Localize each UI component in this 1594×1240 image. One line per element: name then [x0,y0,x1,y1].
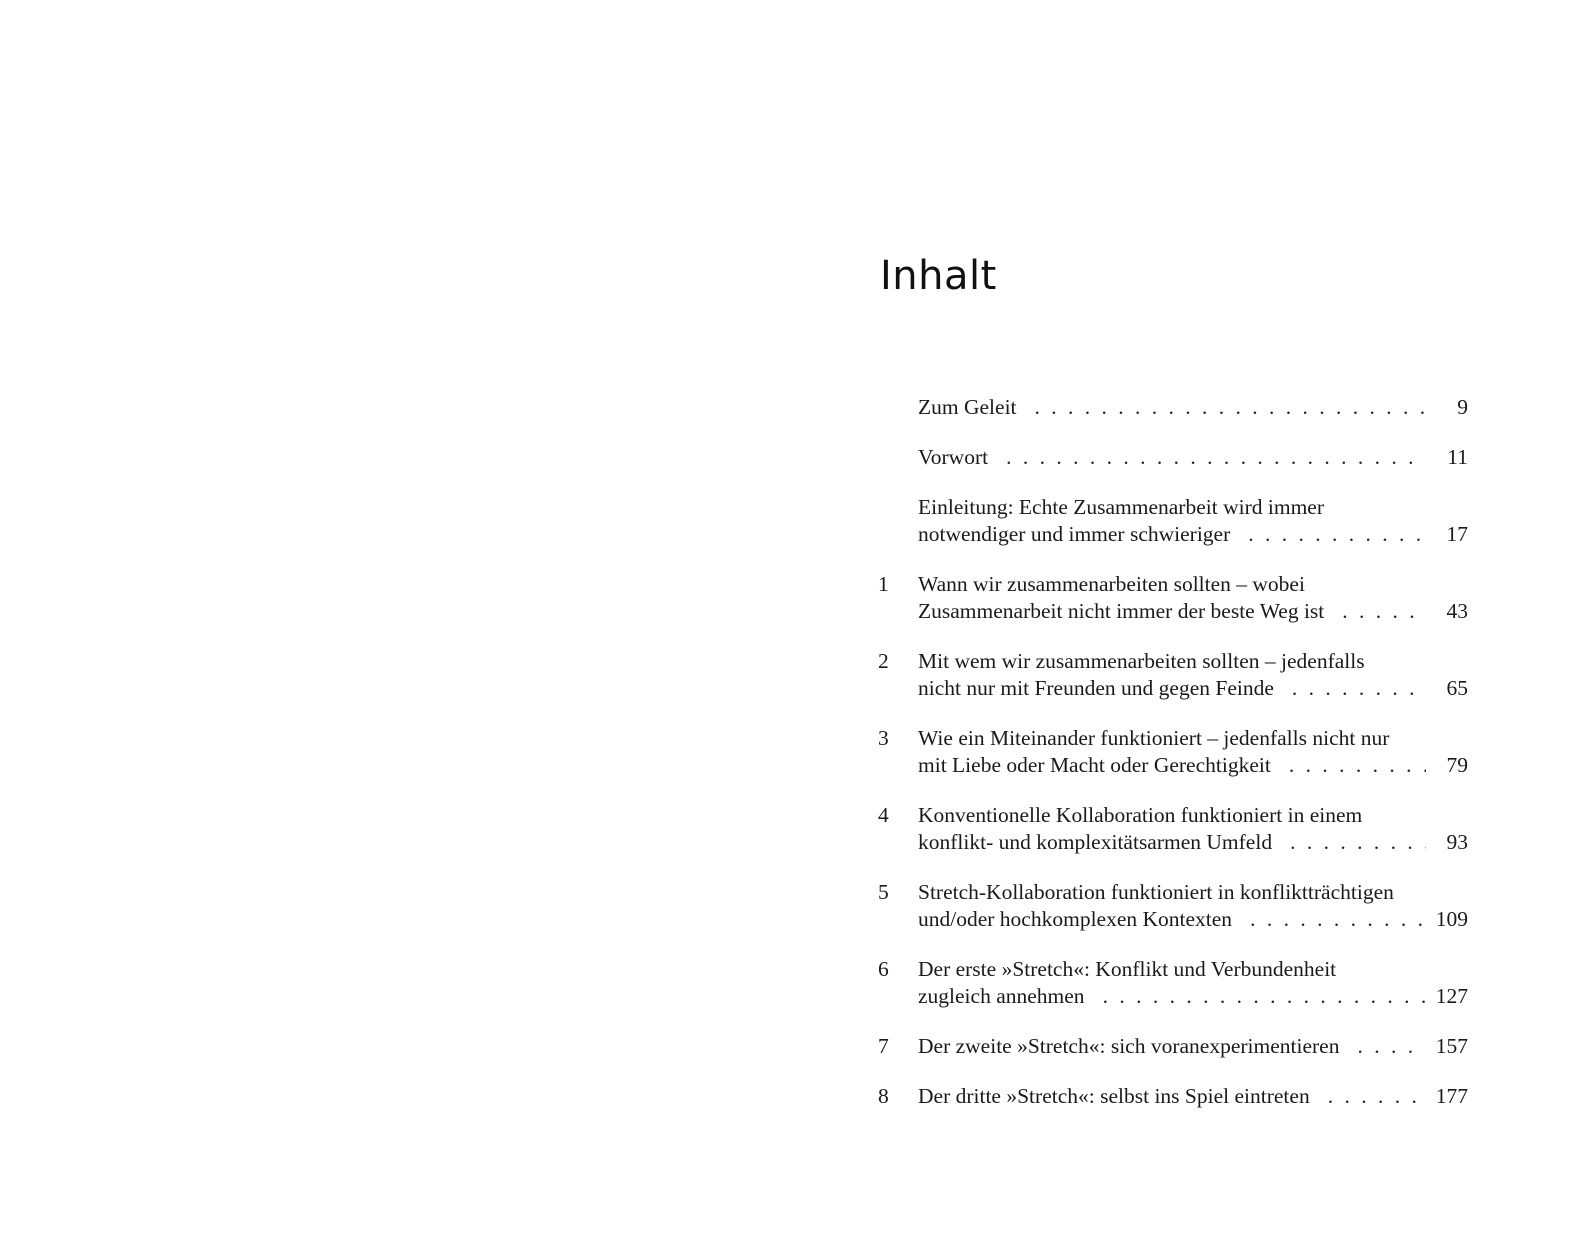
page-number: 109 [1435,907,1468,931]
toc-entry-body [918,956,1468,1010]
chapter-number: 7 [878,1034,889,1058]
chapter-number: 4 [878,803,889,827]
toc-entry-body [918,879,1468,933]
dot-leader [1290,829,1426,856]
chapter-title-line: Mit wem wir zusammenarbeiten sollten – jedenfalls [918,649,1365,673]
toc-entry-body [918,444,1468,471]
toc-entry-body [918,571,1468,625]
chapter-title-line: Der erste »Stretch«: Konflikt und Verbundenheit [918,957,1337,981]
toc-entry [878,956,1468,1010]
page-number: 79 [1446,753,1468,777]
toc-entry [878,648,1468,702]
toc-entry [878,802,1468,856]
page-title: Inhalt [880,253,997,299]
chapter-title-line: nicht nur mit Freunden und gegen Feinde [918,676,1274,700]
toc-entry [878,1033,1468,1060]
chapter-number: 1 [878,572,889,596]
chapter-number: 2 [878,649,889,673]
dot-leader [1103,983,1426,1010]
chapter-number: 6 [878,957,889,981]
chapter-title-line: Einleitung: Echte Zusammenarbeit wird immer [918,495,1324,519]
toc-entry [878,571,1468,625]
chapter-number: 8 [878,1084,889,1108]
dot-leader [1328,1083,1426,1110]
dot-leader [1357,1033,1426,1060]
chapter-title-line: Wann wir zusammenarbeiten sollten – wobei [918,572,1305,596]
dot-leader [1342,598,1426,625]
toc-entry [878,494,1468,548]
toc-entry-body [918,725,1468,779]
dot-leader [1292,675,1426,702]
table-of-contents [878,394,1468,1133]
dot-leader [1250,906,1426,933]
toc-entry [878,1083,1468,1110]
dot-leader [1289,752,1426,779]
toc-entry [878,725,1468,779]
page-number: 17 [1446,522,1468,546]
chapter-title-line: mit Liebe oder Macht oder Gerechtigkeit [918,753,1271,777]
dot-leader [1248,521,1426,548]
page-number: 9 [1457,395,1468,419]
chapter-title-line: Konventionelle Kollaboration funktioniert in einem [918,803,1363,827]
page-number: 43 [1446,599,1468,623]
page-number: 11 [1447,445,1468,469]
dot-leader [1035,394,1426,421]
toc-entry-body [918,1033,1468,1060]
page-number: 65 [1446,676,1468,700]
chapter-title: Der dritte »Stretch«: selbst ins Spiel eintreten [918,1084,1310,1108]
toc-entry-body [918,1083,1468,1110]
chapter-title-line: zugleich annehmen [918,984,1085,1008]
dot-leader [1006,444,1426,471]
chapter-title: Zum Geleit [918,395,1017,419]
page-number: 157 [1435,1034,1468,1058]
page-number: 177 [1435,1084,1468,1108]
chapter-title: Der zweite »Stretch«: sich voranexperimentieren [918,1034,1340,1058]
toc-entry [878,444,1468,471]
toc-entry-body [918,494,1468,548]
toc-entry-body [918,802,1468,856]
toc-entry-body [918,648,1468,702]
chapter-title-line: notwendiger und immer schwieriger [918,522,1231,546]
page-number: 93 [1446,830,1468,854]
toc-entry-body [918,394,1468,421]
page-number: 127 [1435,984,1468,1008]
chapter-title-line: Stretch-Kollaboration funktioniert in konfliktträchtigen [918,880,1394,904]
chapter-title: Vorwort [918,445,989,469]
chapter-title-line: Zusammenarbeit nicht immer der beste Weg ist [918,599,1325,623]
chapter-number: 5 [878,880,889,904]
toc-entry [878,879,1468,933]
toc-entry [878,394,1468,421]
chapter-title-line: konflikt- und komplexitätsarmen Umfeld [918,830,1273,854]
chapter-title-line: Wie ein Miteinander funktioniert – jedenfalls nicht nur [918,726,1390,750]
chapter-number: 3 [878,726,889,750]
chapter-title-line: und/oder hochkomplexen Kontexten [918,907,1233,931]
